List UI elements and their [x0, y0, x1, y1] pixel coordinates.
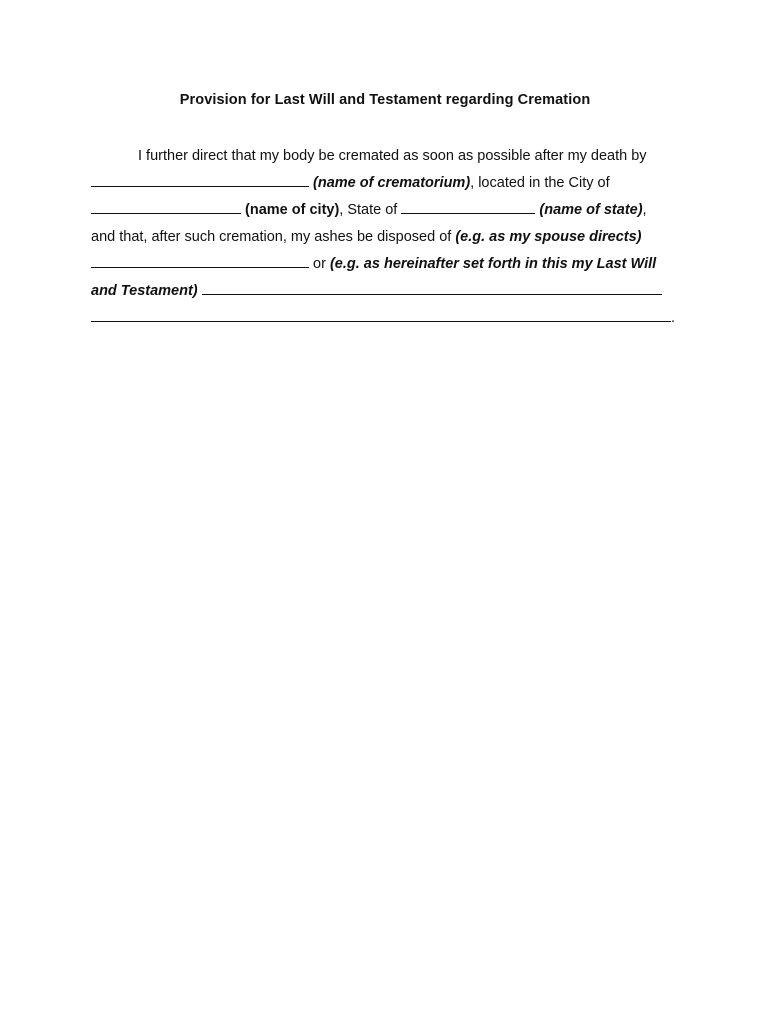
- state-intro-text: , State of: [339, 202, 398, 218]
- paragraph-line-4: [91, 227, 641, 247]
- crematorium-label: (name of crematorium): [313, 175, 471, 191]
- paragraph-line-7: [91, 308, 675, 328]
- intro-text: I further direct that my body be cremated as soon as possible after my death by: [138, 148, 647, 164]
- will-instructions-blank-2[interactable]: [91, 309, 671, 322]
- paragraph-line-2: [91, 173, 610, 193]
- closing-period: .: [671, 310, 676, 326]
- will-instructions-blank-1[interactable]: [202, 282, 662, 295]
- will-example-end: and Testament): [91, 283, 198, 299]
- paragraph-line-6: [91, 281, 662, 301]
- city-label: (name of city): [245, 202, 340, 218]
- state-suffix: ,: [642, 202, 647, 218]
- disposal-example: (e.g. as my spouse directs): [455, 229, 642, 245]
- paragraph-line-3: [91, 200, 647, 220]
- disposal-text: and that, after such cremation, my ashes be disposed of: [91, 229, 452, 245]
- paragraph-line-5: [91, 254, 656, 274]
- document-title: Provision for Last Will and Testament regarding Cremation: [179, 92, 591, 108]
- city-blank[interactable]: [91, 201, 241, 214]
- or-text: or: [313, 256, 326, 272]
- will-example: (e.g. as hereinafter set forth in this my Last Will: [329, 256, 657, 272]
- disposal-blank[interactable]: [91, 255, 309, 268]
- city-intro-text: , located in the City of: [470, 175, 610, 191]
- state-blank[interactable]: [401, 201, 535, 214]
- paragraph-line-1: [138, 146, 647, 166]
- crematorium-blank[interactable]: [91, 174, 309, 187]
- state-label: (name of state): [539, 202, 643, 218]
